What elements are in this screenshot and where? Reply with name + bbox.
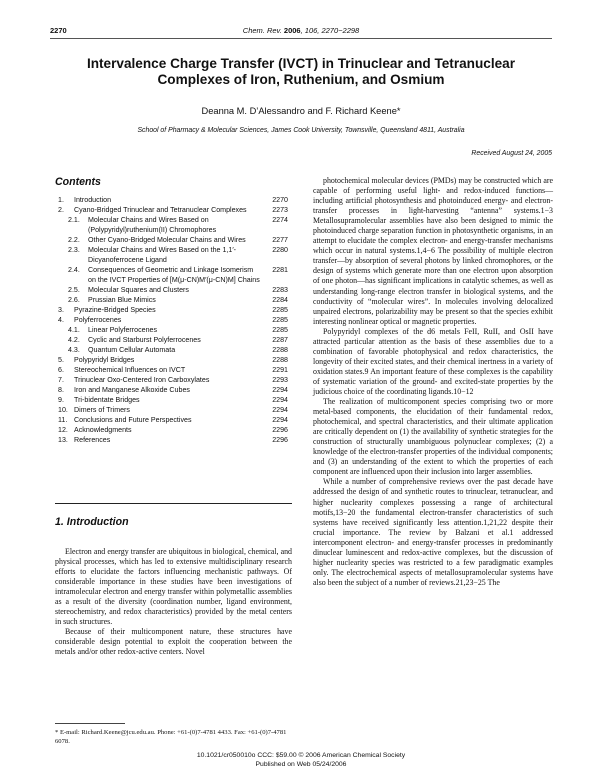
toc-item-number: 8.	[58, 386, 64, 394]
toc-item-number: 2.5.	[68, 286, 80, 294]
toc-item-title: Dimers of Trimers	[74, 406, 130, 414]
toc-item-title: Other Cyano-Bridged Molecular Chains and Wires	[88, 236, 246, 244]
toc-item-number: 4.	[58, 316, 64, 324]
toc-item[interactable]	[55, 395, 290, 405]
section-heading-introduction: 1. Introduction	[55, 516, 129, 528]
footnote-rule	[55, 723, 125, 724]
toc-item-number: 6.	[58, 366, 64, 374]
journal-name: Chem. Rev.	[242, 26, 282, 35]
toc-item-number: 11.	[58, 416, 68, 424]
page-number: 2270	[50, 26, 67, 35]
toc-item-title: Quantum Cellular Automata	[88, 346, 176, 354]
toc-item-page: 2284	[272, 296, 288, 304]
toc-item-title: Molecular Squares and Clusters	[88, 286, 189, 294]
toc-item-title: Introduction	[74, 196, 112, 204]
toc-item[interactable]	[55, 365, 290, 375]
toc-item-title: Pyrazine-Bridged Species	[74, 306, 156, 314]
toc-item-page: 2287	[272, 336, 288, 344]
toc-item-page: 2293	[272, 376, 288, 384]
toc-item-page: 2277	[272, 236, 288, 244]
toc-item-page: 2270	[272, 196, 288, 204]
toc-item-number: 2.2.	[68, 236, 80, 244]
toc-item-page: 2280	[272, 246, 288, 254]
toc-item-page: 2294	[272, 386, 288, 394]
toc-item-page: 2283	[272, 286, 288, 294]
toc-item-page: 2288	[272, 356, 288, 364]
toc-item[interactable]	[55, 425, 290, 435]
volume-pages: 106, 2270−2298	[304, 26, 360, 35]
toc-item[interactable]	[55, 235, 290, 245]
toc-item-title: Polyferrocenes	[74, 316, 122, 324]
toc-item-page: 2285	[272, 306, 288, 314]
toc-item-title: Consequences of Geometric and Linkage Isomerism on the IVCT Properties of [M(μ-CN)M′(μ-CN)M] Chains	[88, 266, 260, 284]
toc-item-page: 2281	[272, 266, 288, 274]
toc-item-number: 2.	[58, 206, 64, 214]
header-rule	[50, 38, 552, 39]
paragraph: The realization of multicomponent species comprising two or more metal-based components, the elucidation of their fundamental redox, photochemical, and spectral characteristics, and their ultimate application are critically dependent on (1) the availability of synthetic strategies for the construction of structurally unambiguous polynuclear complexes; (2) a knowledge of the electron-transfer properties of the individual components; and (3) an understanding of the extent to which the properties of each component are influenced upon their inclusion into larger assemblies.	[313, 397, 553, 477]
left-column-text	[55, 547, 292, 658]
toc-item-page: 2294	[272, 396, 288, 404]
toc-item-number: 9.	[58, 396, 64, 404]
authors: Deanna M. D’Alessandro and F. Richard Keene*	[201, 106, 401, 116]
toc-item[interactable]	[55, 195, 290, 205]
toc-item-number: 5.	[58, 356, 64, 364]
toc-item-number: 2.1.	[68, 216, 80, 224]
toc-item[interactable]	[55, 335, 290, 345]
toc-item-title: Acknowledgments	[74, 426, 132, 434]
toc-item-page: 2285	[272, 326, 288, 334]
toc-item[interactable]	[55, 245, 290, 265]
toc-item-title: Cyclic and Starburst Polyferrocenes	[88, 336, 201, 344]
paragraph: While a number of comprehensive reviews over the past decade have addressed the design of and synthetic routes to trinuclear, tetranuclear, and higher nuclearity complexes possessing a range of architectural motifs,13−20 the fundamental electron-transfer characteristics of such systems have received significantly less attention.1,21,22 despite their crucial importance. The review by Balzani et al.1 addressed intercomponent electron- and energy-transfer processes in predominantly dinuclear luminescent and redox-active complexes, but the discussion of higher nuclearity species was restricted to a few paradigmatic examples only. The electrochemical aspects of metallosupramolecular systems have also been the subject of a number of reviews.21,23−25 The	[313, 477, 553, 587]
toc-item-number: 12.	[58, 426, 68, 434]
toc-item-page: 2294	[272, 416, 288, 424]
toc-item-number: 4.1.	[68, 326, 80, 334]
toc-item-title: Cyano-Bridged Trinuclear and Tetranuclear Complexes	[74, 206, 247, 214]
toc-item[interactable]	[55, 315, 290, 325]
toc-item-number: 3.	[58, 306, 64, 314]
running-head	[50, 26, 552, 38]
toc-item[interactable]	[55, 355, 290, 365]
toc-item-number: 2.6.	[68, 296, 80, 304]
toc-item[interactable]	[55, 375, 290, 385]
toc-item[interactable]	[55, 215, 290, 235]
toc-item-title: Stereochemical Influences on IVCT	[74, 366, 186, 374]
toc-item-title: Conclusions and Future Perspectives	[74, 416, 192, 424]
page-footer	[50, 752, 552, 769]
toc-item[interactable]	[55, 405, 290, 415]
toc-item-title: Molecular Chains and Wires Based on the 1,1′-Dicyanoferrocene Ligand	[88, 246, 237, 264]
web-publication-line: Published on Web 05/24/2006	[255, 760, 347, 768]
toc-item-number: 13.	[58, 436, 68, 444]
corresponding-author-footnote: * E-mail: Richard.Keene@jcu.edu.au. Phone: +61-(0)7-4781 4433. Fax: +61-(0)7-4781 6078.	[55, 729, 287, 745]
toc-item-page: 2274	[272, 216, 288, 224]
toc-item-title: Trinuclear Oxo-Centered Iron Carboxylates	[74, 376, 210, 384]
toc-item-number: 1.	[58, 196, 64, 204]
paragraph: Because of their multicomponent nature, these structures have considerable design potential to exploit the cooperation between the metals and/or other redox-active centers. Novel	[55, 627, 292, 657]
toc-item-title: Linear Polyferrocenes	[88, 326, 158, 334]
right-column-text	[313, 176, 553, 588]
toc-item-title: References	[74, 436, 111, 444]
contents-heading: Contents	[55, 176, 101, 188]
toc-item-number: 4.3.	[68, 346, 80, 354]
section-rule	[55, 503, 292, 504]
toc-item-number: 2.3.	[68, 246, 80, 254]
toc-item-number: 7.	[58, 376, 64, 384]
toc-item-number: 4.2.	[68, 336, 80, 344]
paragraph: Electron and energy transfer are ubiquitous in biological, chemical, and physical processes, which has led to extensive multidisciplinary research efforts to elucidate the factors influencing mechanistic pathways. Of considerable importance in these studies have been investigations of intramolecular electron and energy transfer within polymetallic assemblies as a result of the diversity (coordination number, ligand environment, stereochemistry, and redox characteristics) provided by the metal centers in such structures.	[55, 547, 292, 627]
paragraph: Polypyridyl complexes of the d6 metals FeII, RuII, and OsII have attracted particular attention as the basis of these assemblies due to a combination of favorable photophysical and redox characteristics, the longevity of their excited states, and their chemical inertness in a variety of oxidation states.9 An important feature of these complexes is the capability of systematic variation of the ground- and excited-state properties by the judicious choice of the coordinating ligands.10−12	[313, 326, 553, 396]
toc-item-title: Prussian Blue Mimics	[88, 296, 156, 304]
toc-item-title: Iron and Manganese Alkoxide Cubes	[74, 386, 190, 394]
toc-item-page: 2294	[272, 406, 288, 414]
toc-item[interactable]	[55, 295, 290, 305]
table-of-contents	[55, 176, 290, 445]
article-title: Intervalence Charge Transfer (IVCT) in Trinuclear and Tetranuclear Complexes of Iron, Ruthenium, and Osmium	[86, 56, 516, 87]
affiliation: School of Pharmacy & Molecular Sciences, James Cook University, Townsville, Queensland 4811, Australia	[137, 127, 465, 134]
toc-item[interactable]	[55, 345, 290, 355]
paragraph: photochemical molecular devices (PMDs) may be constructed which are capable of performing useful light- and redox-induced functions—including artificial photosynthesis and photoinduced energy- and electron-transfer processes in light-harvesting “antenna” systems.1−3 Metallosupramolecular assemblies have also been designed to mimic the photoinduced charge separation function in photosynthetic organisms, in an attempt to elucidate the complex electron- and energy-transfer mechanisms which occur in natural systems.1,4−6 The possibility of multiple electron transfer—by absorption of several photons by linked chromophores, or the design of systems which generate more than one electron upon absorption of one photon—has significant implications in catalytic schemes, as well as understanding long-range electron transfer in biological systems, and the conductivity of “molecular wires”. In molecules involving delocalized unpaired electrons, polarizability may be present so that the species exhibit interesting nonlinear optical or magnetic properties.	[313, 176, 553, 326]
toc-item[interactable]	[55, 265, 290, 285]
toc-item-title: Tri-bidentate Bridges	[74, 396, 140, 404]
toc-item[interactable]	[55, 415, 290, 425]
toc-item-page: 2285	[272, 316, 288, 324]
toc-item-page: 2288	[272, 346, 288, 354]
toc-item[interactable]	[55, 435, 290, 445]
toc-item-page: 2291	[272, 366, 288, 374]
toc-list	[55, 195, 290, 445]
toc-item-number: 10.	[58, 406, 68, 414]
journal-year: 2006	[283, 26, 301, 35]
toc-item-page: 2273	[272, 206, 288, 214]
toc-item-number: 2.4.	[68, 266, 80, 274]
toc-item[interactable]	[55, 325, 290, 335]
journal-citation: Chem. Rev. 2006, 106, 2270−2298	[242, 26, 360, 35]
toc-item[interactable]	[55, 285, 290, 295]
toc-item-title: Polypyridyl Bridges	[74, 356, 135, 364]
doi-line: 10.1021/cr050010o CCC: $59.00 © 2006 American Chemical Society	[196, 752, 406, 759]
toc-item[interactable]	[55, 305, 290, 315]
received-date: Received August 24, 2005	[471, 150, 552, 157]
toc-item[interactable]	[55, 385, 290, 395]
toc-item[interactable]	[55, 205, 290, 215]
toc-item-title: Molecular Chains and Wires Based on (Polypyridyl)ruthenium(II) Chromophores	[88, 216, 217, 234]
toc-item-page: 2296	[272, 426, 288, 434]
toc-item-page: 2296	[272, 436, 288, 444]
